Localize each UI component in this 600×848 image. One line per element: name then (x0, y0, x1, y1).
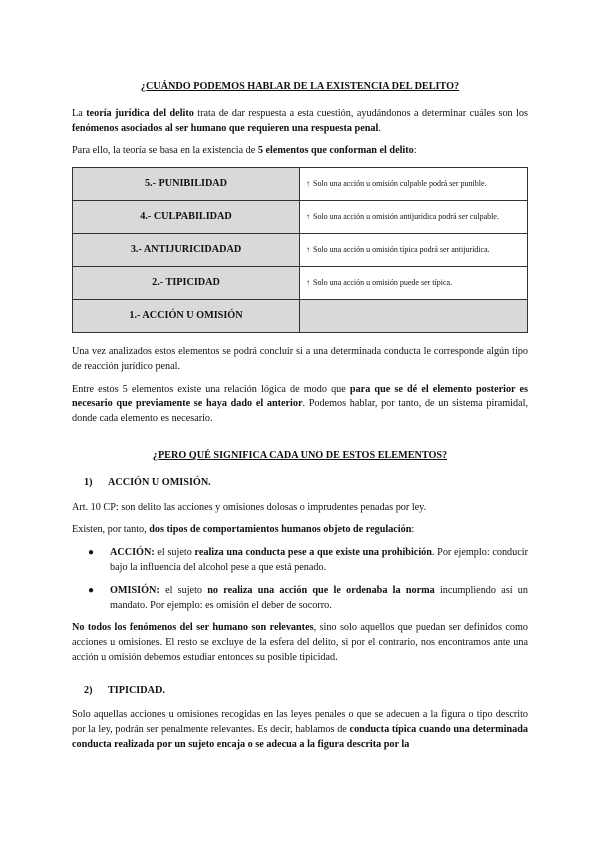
element-description-text: Solo una acción u omisión antijurídica podrá ser culpable. (313, 211, 499, 221)
subsection-number: 1) (84, 476, 93, 488)
types-bold-1: dos tipos de comportamientos humanos objeto de regulación (149, 524, 412, 536)
intro-paragraph (72, 107, 528, 137)
element-description-text: Solo una acción u omisión culpable podrá ser punible. (313, 178, 487, 188)
relation-text-1: Entre estos 5 elementos existe una relación lógica de modo que (72, 383, 350, 395)
bullet-text-2: . Por ejemplo: conducir bajo la influencia del alcohol pese a que está penado. (110, 547, 528, 573)
art10-paragraph: Art. 10 CP: son delito las acciones y omisiones dolosas o imprudentes penadas por ley. (72, 501, 427, 513)
table-row (73, 201, 528, 234)
relation-bold-1: para que se dé el elemento posterior es necesario que previamente se haya dado el anterior (72, 383, 528, 410)
table-row (73, 168, 528, 201)
subsection-label: ACCIÓN U OMISIÓN. (108, 476, 211, 488)
behavior-types-list (72, 546, 528, 613)
types-paragraph (72, 523, 528, 538)
intro-bold-2: fenómenos asociados al ser humano que requieren una respuesta penal (72, 122, 379, 134)
list-item (72, 546, 528, 576)
tipicidad-bold-1: conducta típica cuando una determinada conducta realizada por un sujeto encaja o se adecua a la figura descrita por la (72, 724, 528, 750)
subsection-number: 2) (84, 684, 93, 696)
element-label: 4.- CULPABILIDAD (73, 201, 300, 234)
bullet-text-1: el sujeto (159, 584, 208, 596)
bullet-text-2: incumpliendo así un mandato. Por ejemplo: es omisión el deber de socorro. (110, 584, 528, 611)
element-description-text: Solo una acción u omisión típica podrá ser antijurídica. (313, 244, 490, 254)
bullet-icon: ● (88, 547, 95, 559)
arrow-up-icon: ↑ (306, 244, 310, 254)
list-item (72, 584, 528, 614)
types-text-2: : (411, 524, 415, 536)
element-label: 5.- PUNIBILIDAD (73, 168, 300, 201)
element-description (300, 168, 528, 201)
element-description (300, 234, 528, 267)
relation-text-2: . Podemos hablar, por tanto, de un sistema piramidal, donde cada elemento es necesario. (72, 398, 528, 425)
intro-text-1: La (72, 107, 87, 119)
relevance-text-1: , sino solo aquellos que puedan ser definidos como acciones u omisiones. El resto se excluye de la esfera del delito, si por el contrario, nos encontramos ante una acción u omisión debemos estudiar entonces su posible tipicidad. (72, 622, 528, 663)
bullet-term: ACCIÓN: (110, 547, 155, 559)
element-description (300, 201, 528, 234)
bullet-bold: no realiza una acción que le ordenaba la norma (207, 584, 435, 596)
tipicidad-text-1: Solo aquellas acciones u omisiones recogidas en las leyes penales o que se adecuen a la figura o tipo descrito por la ley, podrán ser penalmente relevantes. Es decir, hablamos de (72, 709, 528, 736)
element-label: 2.- TIPICIDAD (73, 267, 300, 300)
bullet-bold: realiza una conducta pese a que existe una prohibición (194, 547, 432, 559)
table-row (73, 267, 528, 300)
bullet-text-1: el sujeto (154, 547, 195, 559)
arrow-up-icon: ↑ (306, 178, 310, 188)
subsection-label: TIPICIDAD. (108, 684, 165, 696)
tipicidad-paragraph (72, 708, 528, 752)
table-row (73, 234, 528, 267)
basis-text-1: Para ello, la teoría se basa en la existencia de (72, 145, 258, 157)
bullet-term: OMISIÓN: (110, 584, 160, 596)
arrow-up-icon: ↑ (306, 277, 310, 287)
intro-text-3: . (378, 122, 381, 134)
basis-text-2: : (413, 145, 417, 157)
element-description-text: Solo una acción u omisión puede ser típica. (313, 277, 453, 287)
table-row (73, 300, 528, 333)
basis-bold-1: 5 elementos que conforman el delito (257, 145, 414, 157)
page-title: ¿CUÁNDO PODEMOS HABLAR DE LA EXISTENCIA DEL DELITO? (140, 81, 460, 92)
types-text-1: Existen, por tanto, (72, 524, 150, 536)
relevance-bold-1: No todos los fenómenos del ser humano son relevantes (72, 622, 314, 634)
bullet-icon: ● (88, 584, 95, 596)
arrow-up-icon: ↑ (306, 211, 310, 221)
intro-text-2: trata de dar respuesta a esta cuestión, ayudándonos a determinar cuáles son los (193, 107, 528, 119)
intro-bold-1: teoría jurídica del delito (86, 107, 194, 119)
element-label: 1.- ACCIÓN U OMISIÓN (73, 300, 300, 333)
relevance-paragraph (72, 621, 528, 665)
basis-paragraph (72, 144, 528, 159)
element-label: 3.- ANTIJURICIDADAD (73, 234, 300, 267)
element-description (300, 300, 528, 333)
document-content (72, 70, 528, 761)
subsection-title-accion (84, 476, 528, 491)
section-title: ¿PERO QUÉ SIGNIFICA CADA UNO DE ESTOS ELEMENTOS? (152, 450, 448, 462)
element-description (300, 267, 528, 300)
after-table-paragraph: Una vez analizados estos elementos se podrá concluir si a una determinada conducta le corresponde algún tipo de reacción jurídico penal. (72, 346, 528, 372)
elements-table (72, 167, 528, 333)
relation-paragraph (72, 383, 528, 427)
subsection-title-tipicidad (84, 684, 528, 699)
